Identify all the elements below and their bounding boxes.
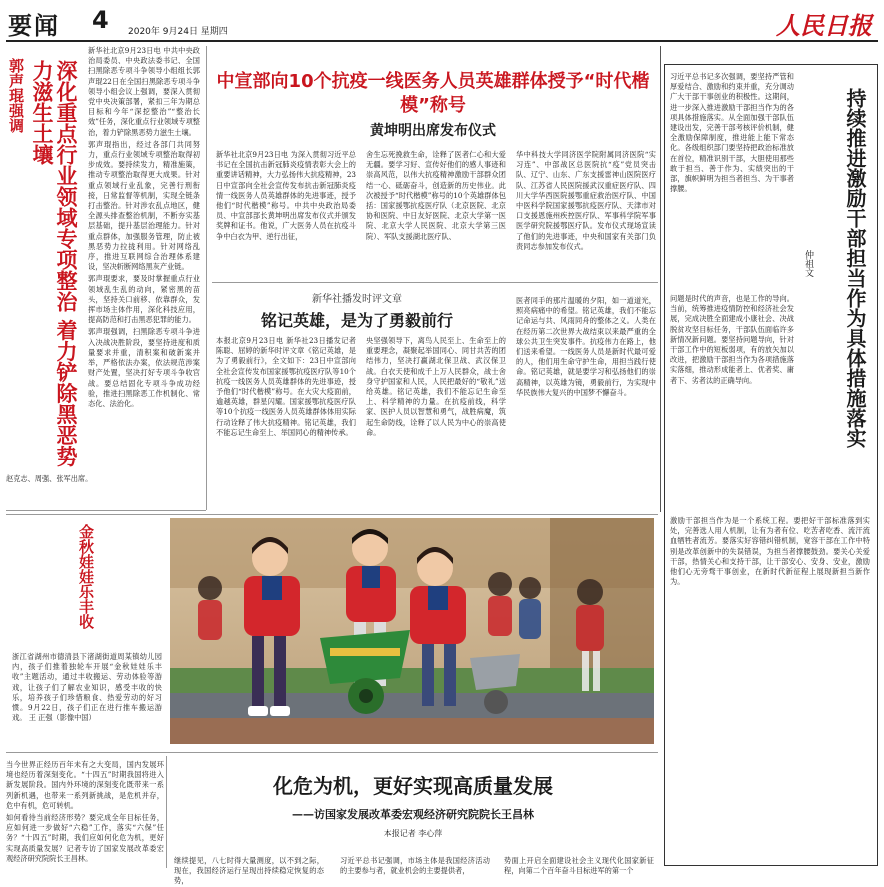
interview-reporter: 本报记者 李心萍: [383, 829, 443, 838]
left-article-byline: 郭声琨强调: [7, 58, 25, 133]
left-para-1: 新华社北京9月23日电 中共中央政治局委员、中央政法委书记、全国扫黑除恶专项斗争领导小组组长郭声琨22日在全国扫黑除恶专项斗争领导小组会议上强调，要深入贯彻党中央决策部署，紧扣三年为期总目标和今年“深挖整治”“整治长效”任务，深化重点行业领域专项整治，着力铲除黑恶势力滋生土壤。: [88, 46, 200, 137]
top-article-col-3: 华中科技大学同济医学院附属同济医院“实习连”、中部战区总医院抗“疫”党员突击队、辽宁、山东、广东支援雷神山医院医疗队、江苏省人民医院援武汉重症医疗队、四川大学华西医院援鄂重症救治医疗队、中国中医科学院国家援鄂抗疫医疗队、天津市对口支援恩施州疾控医疗队、军事科学院军事医学研究院援鄂医疗队。发布仪式现场宣读了他们的先进事迹，中央和国家有关部门负责同志参加发布仪式。: [516, 150, 656, 251]
bottom-left-para-2: 如何看待当前经济形势？要完成全年目标任务，应如何进一步做好“六稳”工作，落实“六保”任务？“十四五”时期，我们应如何化危为机，更好实现高质量发展？记者专访了国家发展改革委宏观经济研究院院长王昌林。: [6, 813, 164, 863]
right-article-para-3: 激励干部担当作为是一个系统工程。要把好干部标准落到实处，完善选人用人机制，让有为者有位、吃苦者吃香、流汗流血牺牲者流芳。要落实好容错纠错机制，宽容干部在工作中特别是改革创新中的失误错误，为担当者撑腰鼓劲。要关心关爱干部，热情关心和支持干部，让干部安心、安身、安业，激励他们心无旁骛干事创业，在新时代新征程上展现新担当新作为。: [670, 516, 870, 587]
left-article-bottom-rule: [6, 510, 206, 511]
photo-illustration: [170, 518, 654, 744]
page-number: 4: [92, 6, 109, 34]
photo-credit: 王 正强（影像中国）: [28, 713, 96, 723]
newspaper-logo: 人民日报: [776, 11, 872, 40]
top-article-subheadline: 黄坤明出席发布仪式: [370, 123, 496, 139]
left-para-3: 郭声琨要求，要及时掌握重点行业领域乱生乱的动向，紧密黑的苗头，坚持关口前移、依靠群众，发挥市场主体作用，深化科技应用，提高防范和打击黑恶犯罪的能力。: [88, 274, 200, 325]
interview-col-2: 习近平总书记强调，市场主体是我国经济活动的主要参与者，就业机会的主要提供者，: [340, 856, 490, 876]
commentary-col-3: 医者同手的那片温暖的夕阳，如一道道光，照亮病痛中的希望。铭记英雄，我们不能忘记命运与共、风雨同舟的整体之义。人类在在经历第二次世界大战结束以来最严重的全球公共卫生突发事件。抗疫伟力在路上，他们送来希望。一线医务人员是新时代最可爱的人，他们用生命守护生命，用担当践行使命。铭记英雄，就是要学习和弘扬他们的崇高精神，以英雄为镜，勇毅前行，为实现中华民族伟大复兴的中国梦不懈奋斗。: [516, 296, 656, 397]
right-article-para-1: 习近平总书记多次强调，要坚持严管和厚爱结合、激励和约束并重，充分调动广大干部干事创业的积极性。这期间，进一步深入推进激励干部担当作为的各项具体措施落实。从全面加强干部队伍建设出发，完善干部考核评价机制，健全激励保障制度，推进能上能下常态化。各级组织部门要坚持把政治标准放在首位，精准识别干部，大胆使用那些敢于担当、善于作为、实绩突出的干部，旗帜鲜明为担当者担当、为干事者撑腰。: [670, 72, 794, 194]
commentary-headline: 铭记英雄，是为了勇毅前行: [260, 311, 453, 330]
masthead-rule: [6, 40, 878, 42]
right-article-para-2: 问题是时代的声音，也是工作的导向。当前，统筹推进疫情防控和经济社会发展，完成决胜全面建成小康社会、决战脱贫攻坚目标任务，干部队伍面临许多新情况新问题。要坚持问题导向，针对干部工作中的短板弱项，有的放矢加以改进，把激励干部担当作为各项措施落实落细，推动形成能者上、优者奖、庸者下、劣者汰的正确导向。: [670, 294, 794, 385]
center-right-rule: [660, 46, 661, 512]
interview-col-1: 继续提见，八七时得大量测度，以不到之际，现在，我国经济运行呈现出持续稳定恢复的态势，: [174, 856, 324, 886]
right-article-byline: 仲祖文: [803, 250, 813, 277]
top-article-headline: 中宣部向10个抗疫一线医务人员英雄群体授予“时代楷模”称号: [216, 71, 650, 116]
issue-date: 2020年 9月24日 星期四: [128, 27, 228, 37]
top-article-col-2: 舍生忘死挽救生命，诠释了医者仁心和大爱无疆。要学习好、宣传好他们的感人事迹和崇高风范，以伟大抗疫精神激励干部群众团结一心、砥砺奋斗，创造新的历史伟业。此次被授予“时代楷模”称号的10个英雄群体包括：国家援鄂抗疫医疗队（北京医院、北京协和医院、中日友好医院、北京大学第一医院、北京大学人民医院、北京大学第三医院）、军队支援湖北医疗队、: [366, 150, 506, 241]
photo-story-caption: [12, 652, 162, 742]
commentary-col-2: 央坚强领导下，离鸟人民至上、生命至上的重要理念，凝聚起举国同心、同甘共苦的团结伟力，坚决打赢湖北保卫战、武汉保卫战。白衣天使和成千上万人民群众，战士舍身守护国家和人民，人民把最好的“敬礼”送给英雄。铭记英雄，我们不能忘记生命至上、科学精神的力量。在抗疫前线，科学家、医护人员以智慧和勇气，战胜病魔，筑起生命防线，诠释了以人民为中心的崇高使命。: [366, 336, 506, 437]
commentary-kicker: 新华社播发时评文章: [312, 294, 402, 305]
photo-story-title: 金秋娃娃乐丰收: [77, 524, 95, 629]
commentary-col-1: 本报北京9月23日电 新华社23日播发记者陈聪、屈婷的新华时评文章《铭记英雄，是为了勇毅前行》，全文如下：23日中宣部向全社会宣传发布国家援鄂抗疫医疗队等10个抗疫一线医务人员英雄群体的先进事迹，授予他们“时代楷模”称号。在大灾大疫面前，逾越英雄，群星闪耀。国家援鄂抗疫医疗队等10个抗疫一线医务人员英雄群体体用实际行动诠释了伟大抗疫精神。铭记英雄，我们不能忘记生命至上、举国同心的精神传承。: [216, 336, 356, 437]
news-photo-children-wheelbarrow: [170, 518, 654, 744]
left-para-4: 郭声琨强调，扫黑除恶专项斗争进入决战决胜阶段，要坚持进度和质量要求并重，清积案和破新案并举，严格依法办案，依法规范涉案财产处置，坚决打好专项斗争收官战。要总结固化专项斗争成功经验，推进扫黑除恶工作机制化、常态化、法治化。: [88, 327, 200, 408]
section-title: 要闻: [8, 12, 60, 40]
top-article-col-1: 新华社北京9月23日电 为深入贯彻习近平总书记在全国抗击新冠肺炎疫情表彰大会上的重要讲话精神，大力弘扬伟大抗疫精神，23日中宣部向全社会宣传发布抗击新冠肺炎疫情一线医务人员英雄群体的先进事迹，授予他们“时代楷模”称号。中共中央政治局委员、中宣部部长黄坤明出席发布仪式并颁发奖牌和证书。他说，广大医务人员在抗疫斗争中白衣为甲、逆行出征，: [216, 150, 356, 241]
bottom-left-para-1: 当今世界正经历百年未有之大变局，国内发展环境也经历着深刻变化。“十四五”时期我国将进入新发展阶段。国内外环境的深刻变化既带来一系列新机遇，也带来一系列新挑战，是危机并存，危中有机，危可转机。: [6, 760, 164, 810]
photo-caption-text: 浙江省湖州市德清县下渚湖街道周某镇幼儿园内，孩子们推着独轮车开展“金秋娃娃乐丰收”主题活动，通过丰收搬运、劳动体验等游戏，让孩子们了解农业知识，感受丰收的快乐，培养孩子们珍惜粮食、热爱劳动的好习惯。9月22日，孩子们正在进行推车搬运游戏。: [12, 652, 162, 723]
top-article-bottom-rule: [212, 282, 658, 283]
bottom-left-text: [6, 760, 164, 868]
left-article-body: [88, 46, 200, 458]
left-article-headline: 深化重点行业领域专项整治 着力铲除黑恶势力滋生土壤: [30, 60, 78, 467]
left-para-2: 郭声琨指出，经过各部门共同努力，重点行业领域专项整治取得初步成效。要持续发力，精准施策，推动专项整治取得更大成果。针对重点领域行业乱象，完善行刑衔接，日常监督等机制，实现全链条打击整治。针对涉农乱点地区，健全源头排查整治机制，不断夯实基层基础，提升基层治理能力。针对重点群体，加强服务管理，防止被黑恶势力拉拢利用。针对网络乱序，推进互联网综合治理体系建设，坚决斩断网络黑灰产业链。: [88, 139, 200, 272]
left-para-5: 赵克志、周强、张军出席。: [6, 474, 93, 483]
interview-col-3: 势面上开启全面建设社会主义现代化国家新征程，向第二个百年奋斗目标进军的第一个: [504, 856, 654, 876]
bottom-top-rule: [6, 752, 658, 753]
right-article-headline: 持续推进激励干部担当作为具体措施落实: [843, 88, 867, 448]
interview-subheadline: ——访国家发展改革委宏观经济研究院院长王昌林: [292, 808, 534, 821]
bottom-left-rule: [166, 756, 167, 868]
interview-headline: 化危为机，更好实现高质量发展: [273, 774, 553, 798]
left-column-rule: [206, 46, 207, 510]
photo-top-rule: [6, 514, 658, 515]
left-article-tail: [6, 474, 202, 508]
